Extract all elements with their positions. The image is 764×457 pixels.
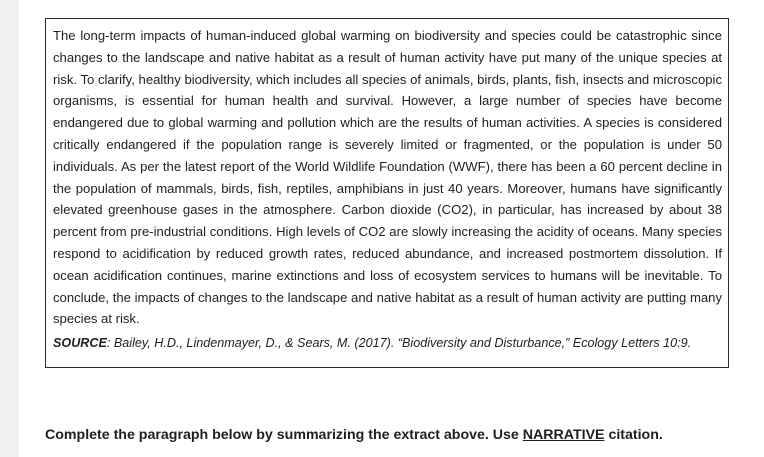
extract-paragraph: The long-term impacts of human-induced global warming on biodiversity and species could be catastrophic since changes to the landscape and native habitat as a result of human activity have put many of the unique species at risk. To clarify, healthy biodiversity, which includes all species of animals, birds, plants, fish, insects and microscopic organisms, is essential for human health and survival. However, a large number of species have become endangered due to global warming and pollution which are the results of human activities. A species is considered critically endangered if the population range is severely limited or fragmented, or the population is under 50 individuals. As per the latest report of the World Wildlife Foundation (WWF), there has been a 60 percent decline in the population of mammals, birds, fish, reptiles, amphibians in just 40 years. Moreover, humans have significantly elevated greenhouse gases in the atmosphere. Carbon dioxide (CO2), in particular, has increased by about 38 percent from pre-industrial conditions. High levels of CO2 are slowly increasing the acidity of oceans. Many species respond to acidification by reduced growth rates, reduced abundance, and increased postmortem dissolution. If ocean acidification continues, marine extinctions and loss of ecosystem services to humans will be inevitable. To conclude, the impacts of changes to the landscape and native habitat as a result of human activity are putting many species at risk. <box>53 28 722 327</box>
instruction-emphasis: NARRATIVE <box>522 427 605 443</box>
source-text: : Bailey, H.D., Lindenmayer, D., & Sears, M. (2017). “Biodiversity and Disturbance,” Ecology Letters 10:9. <box>106 336 692 351</box>
source-citation <box>53 333 722 354</box>
instruction-before: Complete the paragraph below by summarizing the extract above. Use <box>45 427 523 443</box>
instruction-text <box>45 427 663 443</box>
source-label: SOURCE <box>53 336 107 351</box>
instruction-after: citation. <box>604 427 663 443</box>
extract-box <box>45 18 729 368</box>
left-gutter <box>0 0 19 457</box>
